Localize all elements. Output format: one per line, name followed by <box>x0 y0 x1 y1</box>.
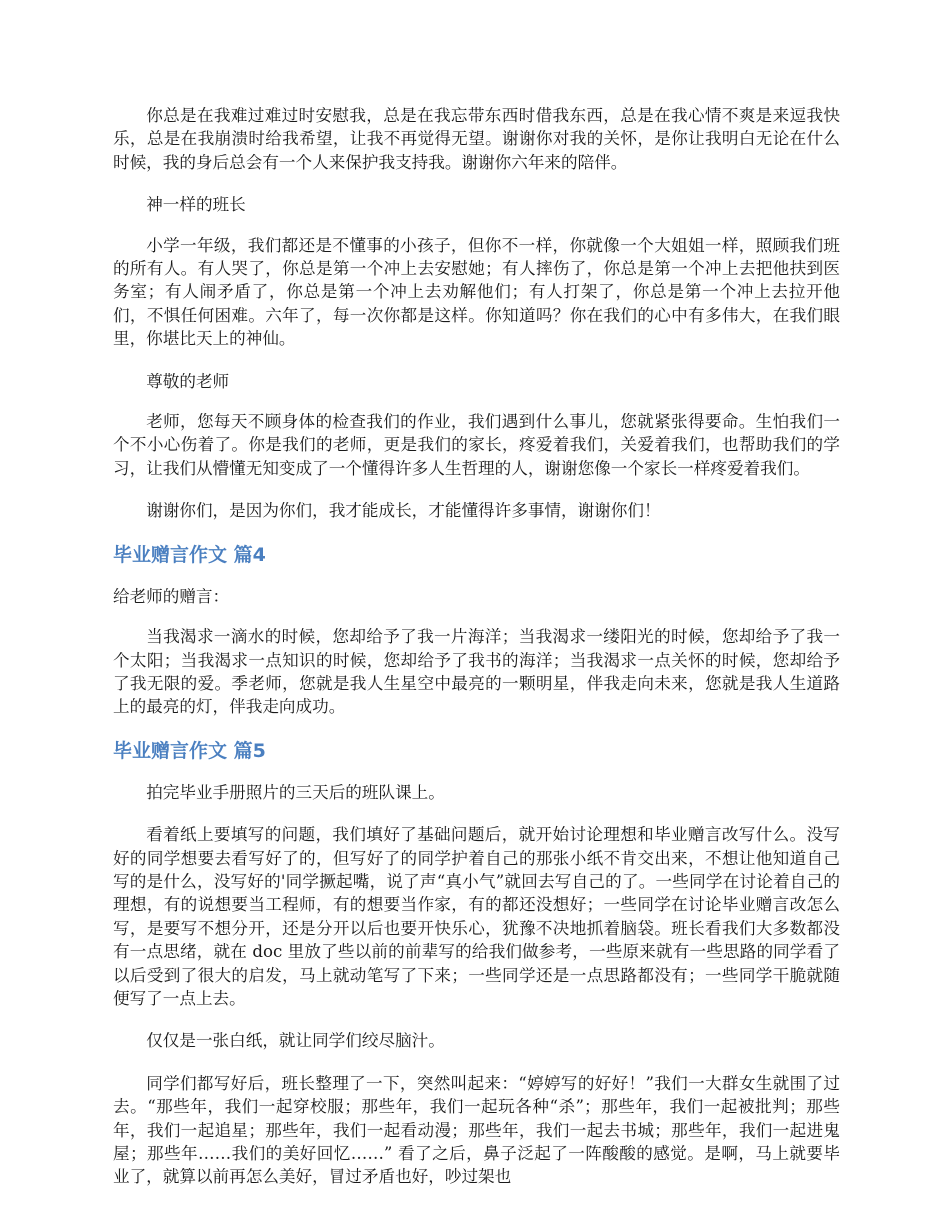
section-heading-4: 毕业赠言作文 篇4 <box>113 543 266 566</box>
document-body <box>113 104 840 1208</box>
paragraph: 拍完毕业手册照片的三天后的班队课上。 <box>146 782 445 802</box>
paragraph: 同学们都写好后，班长整理了一下，突然叫起来：“婷婷写的好好！”我们一大群女生就围了过去。“那些年，我们一起穿校服；那些年，我们一起玩各种“杀”；那些年，我们一起被批判；那些年，我们一起追星；那些年，我们一起看动漫；那些年，我们一起去书城；那些年，我们一起进鬼屋；那些年……我们的美好回忆……” 看了之后，鼻子泛起了一阵酸酸的感觉。是啊，马上就要毕业了，就算以前再怎么美好，冒过矛盾也好，吵过架也 <box>113 1073 840 1187</box>
subheading-class-monitor: 神一样的班长 <box>146 195 246 215</box>
paragraph: 你总是在我难过难过时安慰我，总是在我忘带东西时借我东西，总是在我心情不爽是来逗我快乐，总是在我崩溃时给我希望，让我不再觉得无望。谢谢你对我的关怀，是你让我明白无论在什么时候，我的身后总会有一个人来保护我支持我。谢谢你六年来的陪伴。 <box>113 106 840 172</box>
paragraph: 小学一年级，我们都还是不懂事的小孩子，但你不一样，你就像一个大姐姐一样，照顾我们班的所有人。有人哭了，你总是第一个冲上去安慰她；有人摔伤了，你总是第一个冲上去把他扶到医务室；有人闹矛盾了，你总是第一个冲上去劝解他们；有人打架了，你总是第一个冲上去拉开他们，不惧任何困难。六年了，每一次你都是这样。你知道吗？你在我们的心中有多伟大，在我们眼里，你堪比天上的神仙。 <box>113 235 840 349</box>
paragraph: 老师，您每天不顾身体的检查我们的作业，我们遇到什么事儿，您就紧张得要命。生怕我们一个不小心伤着了。你是我们的老师，更是我们的家长，疼爱着我们，关爱着我们，也帮助我们的学习，让我们从懵懂无知变成了一个懂得许多人生哲理的人，谢谢您像一个家长一样疼爱着我们。 <box>113 412 840 478</box>
paragraph: 仅仅是一张白纸，就让同学们绞尽脑汁。 <box>146 1031 445 1051</box>
paragraph: 给老师的赠言： <box>113 586 230 606</box>
paragraph: 谢谢你们，是因为你们，我才能成长，才能懂得许多事情，谢谢你们！ <box>146 501 661 521</box>
paragraph: 看着纸上要填写的问题，我们填好了基础问题后，就开始讨论理想和毕业赠言改写什么。没写好的同学想要去看写好了的，但写好了的同学护着自己的那张小纸不肯交出来，不想让他知道自己写的是什么，没写好的'同学撅起嘴，说了声“真小气”就回去写自己的了。一些同学在讨论着自己的理想，有的说想要当工程师，有的想要当作家，有的都还没想好；一些同学在讨论毕业赠言改怎么写，是要写不想分开，还是分开以后也要开快乐心，犹豫不决地抓着脑袋。班长看我们大多数都没有一点思绪，就在 doc 里放了些以前的前辈写的给我们做参考，一些原来就有一些思路的同学看了以后受到了很大的启发，马上就动笔写了下来；一些同学还是一点思路都没有；一些同学干脆就随便写了一点上去。 <box>113 825 840 1008</box>
section-heading-5: 毕业赠言作文 篇5 <box>113 739 266 762</box>
paragraph: 当我渴求一滴水的时候，您却给予了我一片海洋；当我渴求一缕阳光的时候，您却给予了我一个太阳；当我渴求一点知识的时候，您却给予了我书的海洋；当我渴求一点关怀的时候，您却给予了我无限的爱。季老师，您就是我人生星空中最亮的一颗明星，伴我走向未来，您就是我人生道路上的最亮的灯，伴我走向成功。 <box>113 627 840 717</box>
subheading-teacher: 尊敬的老师 <box>146 371 230 391</box>
